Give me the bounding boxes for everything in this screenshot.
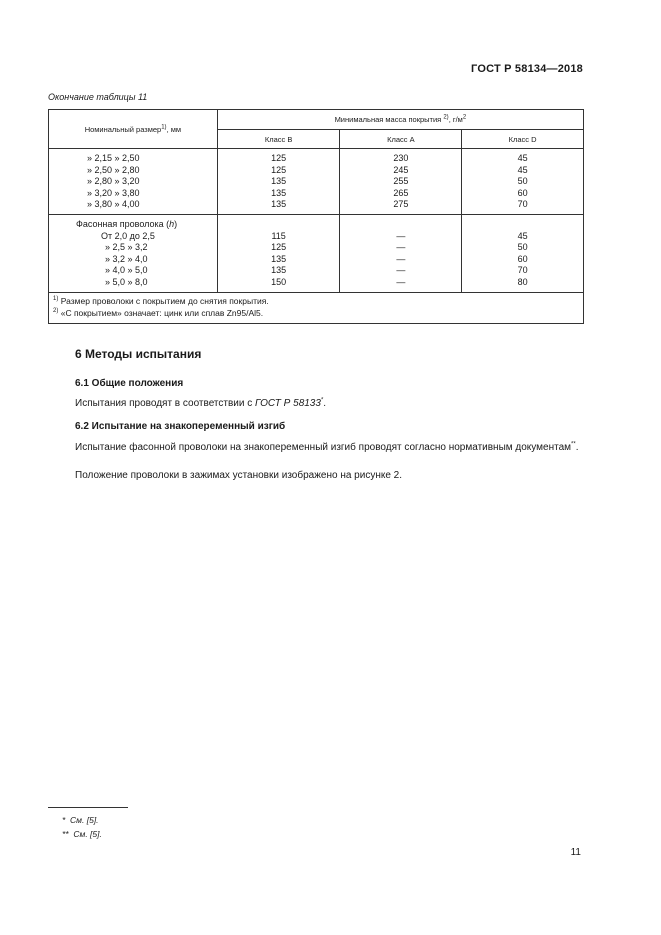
class-b-value: 135 [271, 253, 287, 264]
header-class-d: Класс D [462, 130, 584, 149]
shaped-wire-title: Фасонная проволока (h) [76, 219, 178, 229]
class-a-value: — [396, 265, 406, 276]
table-footnote: $^{1)}$ Размер проволоки с покрытием до снятия покрытия. [53, 296, 269, 306]
header-nominal-size: Номинальный размер$^{1)}$, мм [49, 110, 218, 149]
class-d-value: 80 [517, 276, 528, 287]
standard-reference: ГОСТ Р 58133 [255, 398, 321, 409]
size-cell: » 2,50 » 2,80 [87, 164, 140, 175]
paragraph: Испытание фасонной проволоки на знакопеременный изгиб проводят согласно нормативным документам**. [75, 441, 579, 453]
table-block-shaped-wire [49, 215, 584, 293]
page-number: 11 [570, 847, 581, 858]
class-b-value: 150 [271, 276, 287, 287]
document-code: ГОСТ Р 58134—2018 [471, 63, 583, 75]
header-min-coating-mass: Минимальная масса покрытия $^{2)}$, $г/м^2$ [217, 110, 583, 130]
size-cell: » 3,20 » 3,80 [87, 187, 140, 198]
size-cell: » 2,15 » 2,50 [87, 153, 140, 163]
size-cell: » 2,80 » 3,20 [87, 176, 140, 187]
class-b-value: 135 [271, 265, 287, 276]
size-cell: » 5,0 » 8,0 [105, 276, 148, 287]
class-b-value: 115 [271, 230, 286, 241]
size-cell: » 3,2 » 4,0 [105, 253, 148, 264]
table-caption: Окончание таблицы 11 [48, 92, 148, 102]
class-d-value: 60 [517, 253, 528, 264]
class-d-value: 60 [517, 187, 528, 198]
class-a-value: — [396, 276, 406, 287]
page-footnote: ** См. [5]. [62, 829, 102, 839]
class-d-value: 70 [517, 199, 528, 210]
class-d-value: 45 [517, 164, 528, 175]
size-cell: » 4,0 » 5,0 [105, 265, 148, 276]
class-b-value: 125 [271, 164, 287, 175]
size-cell: От 2,0 до 2,5 [101, 230, 155, 241]
table-block-round-wire [49, 149, 584, 215]
class-a-value: 255 [393, 176, 409, 187]
class-d-value: 50 [517, 176, 528, 187]
header-class-a: Класс A [340, 130, 462, 149]
class-b-value: 125 [271, 242, 287, 253]
subsection-heading: 6.2 Испытание на знакопеременный изгиб [75, 421, 286, 432]
size-cell: » 2,5 » 3,2 [105, 242, 148, 253]
class-a-value: — [396, 242, 406, 253]
class-a-value: 245 [393, 164, 409, 175]
table-footnotes [49, 293, 584, 324]
page-footnote: * См. [5]. [62, 815, 99, 825]
subsection-heading: 6.1 Общие положения [75, 378, 184, 389]
class-a-value: 230 [393, 153, 409, 163]
paragraph: Испытания проводят в соответствии с ГОСТ Р 58133*. [75, 397, 327, 409]
size-cell: » 3,80 » 4,00 [87, 199, 140, 210]
table-footnote: $^{2)}$ «С покрытием» означает: цинк или сплав Zn95/Al5. [53, 307, 264, 318]
class-d-value: 45 [517, 230, 528, 241]
header-class-b: Класс B [217, 130, 340, 149]
class-d-value: 70 [517, 265, 528, 276]
class-a-value: 265 [393, 187, 409, 198]
footnote-separator [48, 807, 128, 808]
class-a-value: 275 [393, 199, 409, 210]
class-b-value: 135 [271, 176, 287, 187]
class-b-value: 135 [271, 187, 287, 198]
class-a-value: — [396, 230, 406, 241]
class-d-value: 45 [517, 153, 528, 163]
class-d-value: 50 [517, 242, 528, 253]
class-b-value: 125 [271, 153, 287, 163]
class-a-value: — [396, 253, 406, 264]
paragraph: Положение проволоки в зажимах установки изображено на рисунке 2. [75, 470, 403, 481]
coating-mass-table [48, 109, 584, 324]
class-b-value: 135 [271, 199, 287, 210]
section-heading: 6 Методы испытания [75, 347, 202, 361]
